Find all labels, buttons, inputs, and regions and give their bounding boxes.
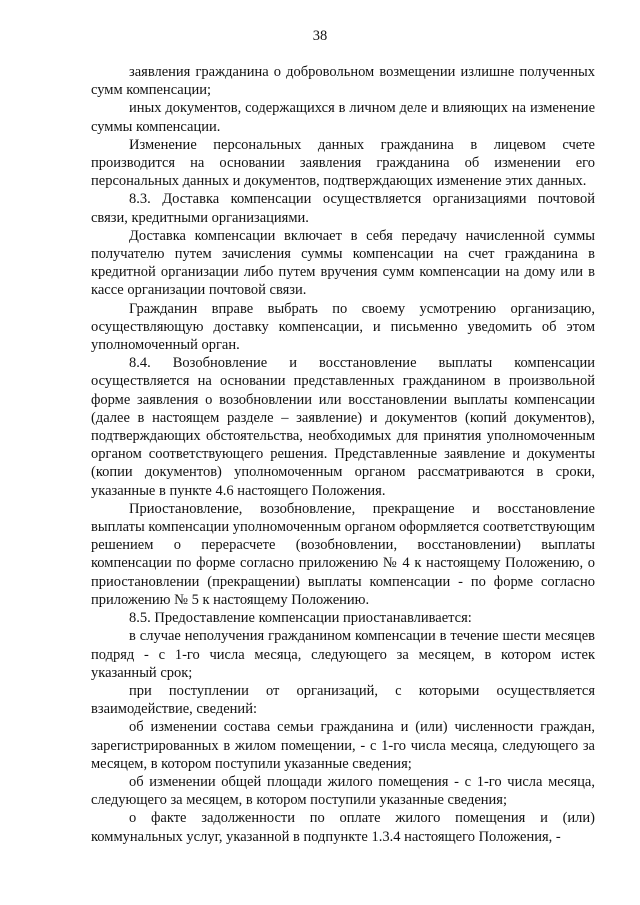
paragraph: заявления гражданина о добровольном возмещении излишне полученных сумм компенсации; <box>91 64 595 99</box>
section-paragraph-8-5: 8.5. Предоставление компенсации приостанавливается: <box>129 610 472 627</box>
page-number: 38 <box>312 28 328 44</box>
section-paragraph-8-4: 8.4. Возобновление и восстановление выплаты компенсации осуществляется на основании представленных гражданином в произвольной форме заявления о возобновлении или восстановлении выплаты компенсации (далее в настоящем разделе – заявление) и документов (копий документов), подтверждающих обстоятельства, необходимых для принятия уполномоченным органом соответствующего решения. Представленные заявление и документы (копии документов) уполномоченным органом рассматриваются в сроки, указанные в пункте 4.6 настоящего Положения. <box>91 355 595 499</box>
document-body <box>91 63 595 846</box>
paragraph: об изменении состава семьи гражданина и (или) численности граждан, зарегистрированных в жилом помещении, - с 1-го числа месяца, следующего за месяцем, в котором поступили указанные сведения; <box>91 719 595 772</box>
paragraph: о факте задолженности по оплате жилого помещения и (или) коммунальных услуг, указанной в подпункте 1.3.4 настоящего Положения, - <box>91 810 595 845</box>
paragraph: Изменение персональных данных гражданина в лицевом счете производится на основании заявления гражданина об изменении его персональных данных и документов, подтверждающих изменение этих данных. <box>91 136 595 190</box>
paragraph: об изменении общей площади жилого помещения - с 1-го числа месяца, следующего за месяцем, в котором поступили указанные сведения; <box>91 773 595 809</box>
paragraph: Доставка компенсации включает в себя передачу начисленной суммы получателю путем зачисления суммы компенсации на счет гражданина в кредитной организации либо путем вручения сумм компенсации на дому или в кассе организации почтовой связи. <box>91 227 595 299</box>
paragraph: Приостановление, возобновление, прекращение и восстановление выплаты компенсации уполномоченным органом оформляется соответствующим решением о перерасчете (возобновлении, восстановлении) выплаты компенсации по форме согласно приложению № 4 к настоящему Положению, о приостановлении (прекращении) выплаты компенсации - по форме согласно приложению № 5 к настоящему Положению. <box>91 500 595 608</box>
paragraph: при поступлении от организаций, с которыми осуществляется взаимодействие, сведений: <box>91 682 595 718</box>
section-paragraph-8-3: 8.3. Доставка компенсации осуществляется организациями почтовой связи, кредитными организациями. <box>91 191 595 226</box>
paragraph: в случае неполучения гражданином компенсации в течение шести месяцев подряд - с 1-го числа месяца, следующего за месяцем, в котором истек указанный срок; <box>91 628 595 681</box>
paragraph: иных документов, содержащихся в личном деле и влияющих на изменение суммы компенсации. <box>91 100 595 135</box>
paragraph: Гражданин вправе выбрать по своему усмотрению организацию, осуществляющую доставку компенсации, и письменно уведомить об этом уполномоченный орган. <box>91 300 595 354</box>
